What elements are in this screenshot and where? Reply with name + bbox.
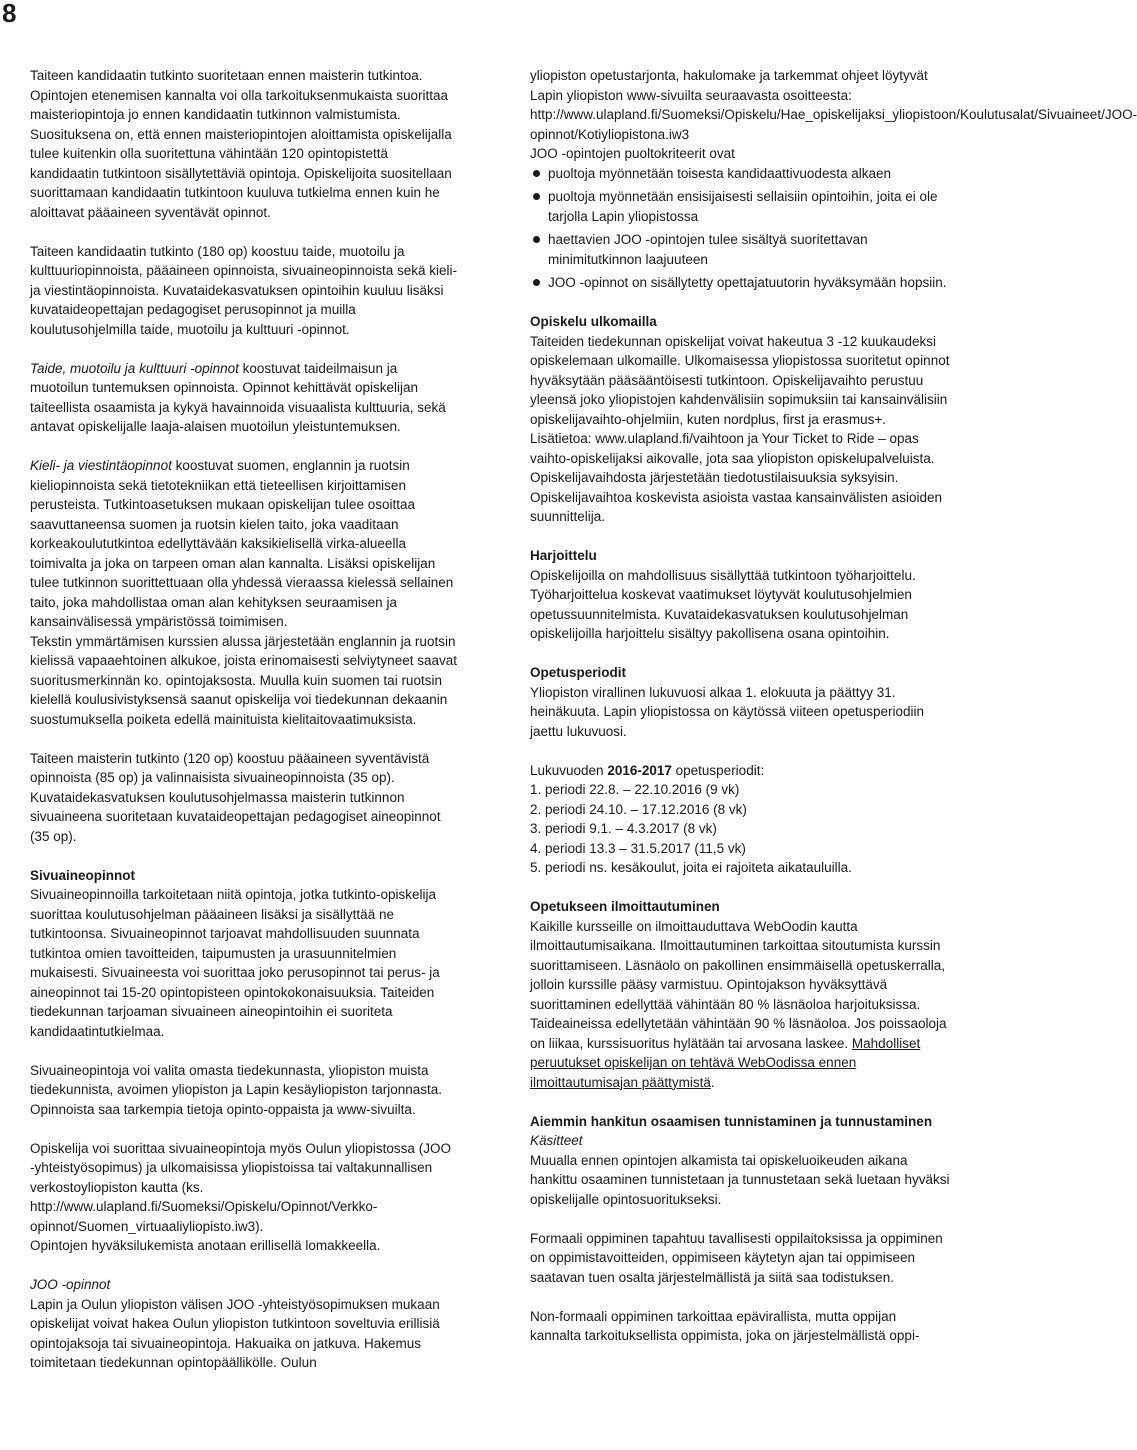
section-heading: Opiskelu ulkomailla	[530, 314, 657, 329]
paragraph-end: .	[710, 1074, 715, 1090]
paragraph: Taiteen maisterin tutkinto (120 op) koostuu pääaineen syventävistä opinnoista (85 op) ja valinnaisista sivuaineopinnoista (35 op). Kuvataidekasvatuksen koulutusohjelmassa maisterin tutkinnon sivuaineena suoritetaan kuvataideopettajan pedagogiset aineopinnot (35 op).	[30, 750, 441, 844]
list-item: 5. periodi ns. kesäkoulut, joita ei rajoiteta aikatauluilla.	[530, 860, 852, 875]
list-item: JOO -opinnot on sisällytetty opettajatuutorin hyväksymään hopsiin.	[530, 273, 950, 293]
right-column	[530, 66, 1137, 1365]
paragraph: Taiteen kandidaatin tutkinto suoritetaan ennen maisterin tutkintoa. Opintojen etenemisen kannalta voi olla tarkoituksenmukaista suorittaa maisteriopintoja jo ennen kandidaatin tutkinnon valmistumista. Suosituksena on, että ennen maisteriopintojen aloittamista opiskelijalla tulee kuitenkin olla suoritettuna vähintään 120 opintopistettä kandidaatin tutkintoon sisällytettäviä opintoja. Opiskelijoita suositellaan suorittamaan kandidaatin tutkintoon kuuluva tutkielma ennen kuin he aloittavat pääaineen syventävät opinnot.	[30, 68, 452, 220]
academic-year: 2016-2017	[607, 762, 672, 778]
paragraph	[30, 456, 458, 632]
paragraph: Opiskelijoilla on mahdollisuus sisällyttää tutkintoon työharjoittelu. Työharjoittelua koskevat vaatimukset löytyvät koulutusohjelmien opetussuunnitelmista. Kuvataidekasvatuksen koulutusohjelman opiskelijoilla harjoittelu sisältyy pakollisena osana opintoihin.	[530, 567, 916, 641]
paragraph-text: Kaikille kursseille on ilmoittauduttava WebOodin kautta ilmoittautumisaikana. Ilmoittautuminen tarkoittaa sitoutumista kurssin suorittamiseen. Läsnäolo on pakollinen ensimmäisellä opetuskerralla, jolloin kurssille pääsy varmistuu. Opintojakson hyväksyttävä suorittaminen edellyttää vähintään 80 % läsnäoloa harjoituksissa. Taideaineissa edellytetään vähintään 90 % läsnäoloa. Jos poissaoloja on liikaa, kurssisuoritus hylätään tai arvosana laskee.	[530, 918, 947, 1051]
list-item: 2. periodi 24.10. – 17.12.2016 (8 vk)	[530, 801, 747, 817]
underlined-note: Mahdolliset peruutukset opiskelijan on tehtävä WebOodissa ennen ilmoittautumisajan päättymistä	[530, 1035, 921, 1090]
paragraph: Opintojen hyväksilukemista anotaan erillisellä lomakkeella.	[30, 1238, 381, 1253]
paragraph: Taiteiden tiedekunnan opiskelijat voivat hakeutua 3 -12 kuukaudeksi opiskelemaan ulkomaille. Ulkomaisessa yliopistossa suoritetut opinnot hyväksytään pääsääntöisesti tutkintoon. Opiskelijavaihto perustuu yleensä joko yliopistojen kahdenvälisiin sopimuksiin tai kansainvälisiin opiskelijavaihto-ohjelmiin, kuten nordplus, first ja erasmus+. Lisätietoa: www.ulapland.fi/vaihtoon ja Your Ticket to Ride – opas vaihto-opiskelijaksi aikovalle, jota saa yliopiston opiskelupalveluista. Opiskelijavaihdosta järjestetään tiedotustilaisuuksia syksyisin. Opiskelijavaihtoa koskevista asioista vastaa kansainvälisten asioiden suunnittelija.	[530, 333, 950, 524]
paragraph: Tekstin ymmärtämisen kurssien alussa järjestetään englannin ja ruotsin kielissä vapaaehtoinen alkukoe, joista erinomaisesti selviytyneet saavat suoritusmerkinnän ko. opintojaksosta. Muulla kuin suomen tai ruotsin kielellä koulusivistyksensä saanut opiskelija voi tiedekunnan dekaanin suostumuksella poiketa edellä mainituista kielitaitovaatimuksista.	[30, 633, 457, 727]
paragraph: Taiteen kandidaatin tutkinto (180 op) koostuu taide, muotoilu ja kulttuuriopinnoista, pääaineen opinnoista, sivuaineopinnoista sekä kieli- ja viestintäopinnoista. Kuvataidekasvatuksen opintoihin kuuluu lisäksi kuvataideopettajan pedagogiset perusopinnot ja muilla koulutusohjelmilla taide, muotoilu ja kulttuuri -opinnot.	[30, 243, 458, 337]
criteria-list	[530, 164, 950, 293]
paragraph: JOO -opintojen puoltokriteerit ovat	[530, 146, 735, 161]
list-item: 1. periodi 22.8. – 22.10.2016 (9 vk)	[530, 782, 740, 797]
left-column	[30, 66, 458, 1392]
list-item: 3. periodi 9.1. – 4.3.2017 (8 vk)	[530, 821, 717, 836]
paragraph: Formaali oppiminen tapahtuu tavallisesti oppilaitoksissa ja oppiminen on oppimistavoitteiden, oppimiseen käytetyn ajan tai oppimiseen saatavan tuen osalta järjestelmällistä ja siitä saa todistuksen.	[530, 1230, 943, 1285]
section-heading: Aiemmin hankitun osaamisen tunnistaminen ja tunnustaminen	[530, 1113, 933, 1129]
term-italic: Taide, muotoilu ja kulttuuri -opinnot	[30, 360, 239, 376]
paragraph-text: koostuvat suomen, englannin ja ruotsin kieliopinnoista sekä tietotekniikan että tieteellisen kirjoittamisen perusteista. Tutkintoasetuksen mukaan opiskelijan tulee osoittaa saavuttaneensa suomen ja ruotsin kielen taito, joka vaaditaan korkeakoulututkintoa edellyttävään kaksikielisellä virka-alueella toimivalta ja joka on tarpeen oman alan kannalta. Lisäksi opiskelijan tulee tutkinnon suorittettuaan olla yhdessä vieraassa kielessä sellainen taito, joka mahdollistaa oman alan kehityksen seuraamisen ja kansainvälisessä ympäristössä toimimisen.	[30, 458, 454, 629]
section-heading: Opetusperiodit	[530, 665, 627, 680]
list-item: 4. periodi 13.3 – 31.5.2017 (11,5 vk)	[530, 840, 746, 856]
paragraph-text: koostuvat taideilmaisun ja muotoilun tuntemuksen opinnoista. Opinnot kehittävät opiskelijan taiteellista osaamista ja kykyä havainnoida visuaalista kulttuuria, sekä antavat opiskelijalle laaja-alaisen muotoilun yleistuntemuksen.	[30, 360, 446, 434]
term-italic: Kieli- ja viestintäopinnot	[30, 458, 172, 473]
subsection-heading: Käsitteet	[530, 1133, 583, 1148]
section-heading: Sivuaineopinnot	[30, 867, 136, 883]
periods-lead: Lukuvuoden	[530, 762, 608, 778]
paragraph	[30, 359, 458, 437]
paragraph: Sivuaineopinnoilla tarkoitetaan niitä opintoja, jotka tutkinto-opiskelija suorittaa koulutusohjelman pääaineen lisäksi ja sisällyttää ne tutkintoonsa. Sivuaineopinnot tarjoavat mahdollisuuden suunnata tutkintoa omien tavoitteiden, taipumusten ja urasuunnitelmien mukaisesti. Sivuaineesta voi suorittaa joko perusopinnot tai perus- ja aineopinnot tai 15-20 opintopisteen opintokokonaisuuksia. Taiteiden tiedekunnan tarjoaman sivuaineen aineopintoihin ei suoriteta kandidaatintutkielmaa.	[30, 887, 440, 1039]
paragraph: Opiskelija voi suorittaa sivuaineopintoja myös Oulun yliopistossa (JOO -yhteistyösopimus) ja ulkomaisissa yliopistoissa tai valtakunnallisen verkostoyliopiston kautta (ks. http://www.ulapland.fi/Suomeksi/Opiskelu/Opinnot/Verkko-opinnot/Suomen_virtuaaliyliopisto.iw3).	[30, 1140, 451, 1234]
paragraph: yliopiston opetustarjonta, hakulomake ja tarkemmat ohjeet löytyvät Lapin yliopiston www-sivuilta seuraavasta osoitteesta: http://www.ulapland.fi/Suomeksi/Opiskelu/Hae_opiskelijaksi_yliopistoon/Koulutusalat/Sivuaineet/JOO-opinnot/Kotiyliopistona.iw3	[530, 68, 1137, 142]
periods-intro	[530, 761, 950, 781]
paragraph: Non-formaali oppiminen tarkoittaa epävirallista, mutta oppijan kannalta tarkoituksellista oppimista, joka on järjestelmällistä oppi-	[530, 1308, 920, 1343]
list-item: haettavien JOO -opintojen tulee sisältyä suoritettavan minimitutkinnon laajuuteen	[530, 230, 950, 269]
page-number: 8	[2, 0, 17, 28]
paragraph: Muualla ennen opintojen alkamista tai opiskeluoikeuden aikana hankittu osaaminen tunnistetaan ja tunnustetaan sekä luetaan hyväksi opiskelijalle opintosuoritukseksi.	[530, 1152, 950, 1207]
subsection-heading: JOO -opinnot	[30, 1277, 111, 1292]
paragraph: Yliopiston virallinen lukuvuosi alkaa 1. elokuuta ja päättyy 31. heinäkuuta. Lapin yliopistossa on käytössä viiteen opetusperiodiin jaettu lukuvuosi.	[530, 684, 925, 739]
periods-list	[530, 780, 950, 878]
list-item: puoltoja myönnetään toisesta kandidaattivuodesta alkaen	[530, 164, 950, 184]
paragraph	[530, 917, 950, 1093]
list-item: puoltoja myönnetään ensisijaisesti sellaisiin opintoihin, joita ei ole tarjolla Lapin yliopistossa	[530, 187, 950, 226]
section-heading: Harjoittelu	[530, 548, 597, 563]
paragraph: Lapin ja Oulun yliopiston välisen JOO -yhteistyösopimuksen mukaan opiskelijat voivat hakea Oulun yliopiston tutkintoon soveltuvia erillisiä opintojaksoja tai sivuaineopintoja. Hakuaika on jatkuva. Hakemus toimitetaan tiedekunnan opintopäällikölle. Oulun	[30, 1296, 440, 1370]
paragraph: Sivuaineopintoja voi valita omasta tiedekunnasta, yliopiston muista tiedekunnista, avoimen yliopiston ja Lapin kesäyliopiston tarjonnasta. Opinnoista saa tarkempia tietoja opinto-oppaista ja www-sivuilta.	[30, 1062, 443, 1117]
periods-tail: opetusperiodit:	[671, 762, 765, 778]
section-heading: Opetukseen ilmoittautuminen	[530, 899, 720, 914]
